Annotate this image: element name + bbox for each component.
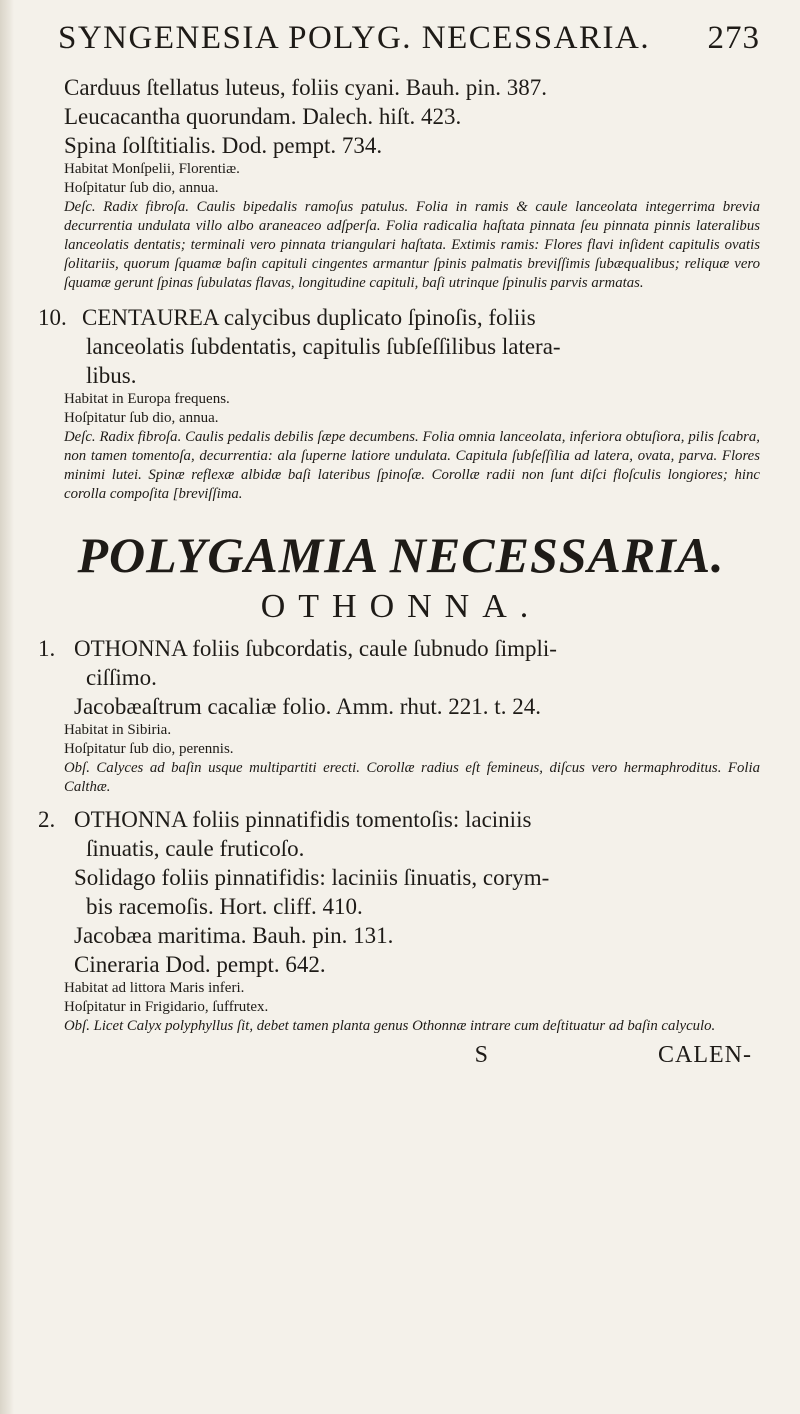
synonym-line: Spina ſolſtitialis. Dod. pempt. 734. [64,133,383,158]
page-number: 273 [707,20,760,56]
synonym-line: Jacobæa maritima. Bauh. pin. 131. [74,923,394,948]
entry-othonna-2 [38,805,760,1036]
entry-number: 2. [38,807,56,832]
description-paragraph: Deſc. Radix fibroſa. Caulis pedalis debilis ſæpe decumbens. Folia omnia lanceolata, inferiora obtuſiora, pilis ſcabra, non tamen tomentoſa, decurrentia: ala ſuperne latiore undulata. Capitula ſubſeſſilia ad latera, ovata, parva. Flores minimi lutei. Spinæ reflexæ albidæ baſi lateribus ſpinoſæ. Corollæ radii non ſunt diſci floſculis longiores; hinc corolla compoſita [breviſſima. [64,429,760,502]
synonym-line: Jacobæaſtrum cacaliæ folio. Amm. rhut. 221. t. 24. [74,694,541,719]
section-title: POLYGAMIA NECESSARIA. [77,527,725,583]
running-title: SYNGENESIA POLYG. NECESSARIA. [58,20,651,56]
synonym-line: bis racemoſis. Hort. cliff. 410. [86,894,363,919]
habitat-line: Habitat ad littora Maris inferi. [64,980,245,996]
genus-heading: OTHONNA. [260,588,542,625]
habitat-line: Habitat in Europa frequens. [64,391,230,407]
synonym-line: Carduus ſtellatus luteus, foliis cyani. Bauh. pin. 387. [64,75,547,100]
synonym-line: Cineraria Dod. pempt. 642. [74,952,326,977]
observation-paragraph: Obſ. Calyces ad baſin usque multipartiti erecti. Corollæ radius eſt femineus, diſcus vero hermaphroditus. Folia Calthæ. [64,760,760,795]
hospitatur-line: Hoſpitatur ſub dio, annua. [64,410,219,426]
hospitatur-line: Hoſpitatur ſub dio, annua. [64,180,219,196]
running-header [58,20,760,57]
habitat-line: Habitat in Sibiria. [64,722,172,738]
diagnosis-line: ſinuatis, caule fruticoſo. [86,836,305,861]
diagnosis-line: CENTAUREA calycibus duplicato ſpinoſis, foliis [82,305,536,330]
diagnosis-line: lanceolatis ſubdentatis, capitulis ſubſeſſilibus latera- [86,334,561,359]
page-footer [42,1042,760,1069]
signature-mark: S [474,1042,489,1068]
diagnosis-line: ciſſimo. [86,665,157,690]
entry-carduus [42,73,760,293]
diagnosis-line: libus. [86,363,137,388]
synonym-line: Leucacantha quorundam. Dalech. hiſt. 423. [64,104,462,129]
synonym-line: Solidago foliis pinnatifidis: laciniis ſinuatis, corym- [74,865,550,890]
catchword: CALEN- [658,1042,752,1068]
entry-number: 1. [38,636,56,661]
entry-othonna-1 [38,634,760,797]
diagnosis-line: OTHONNA foliis pinnatifidis tomentoſis: laciniis [74,807,532,832]
diagnosis-line: OTHONNA foliis ſubcordatis, caule ſubnudo ſimpli- [74,636,557,661]
page-gutter-shadow [0,0,14,1414]
entry-centaurea-10 [38,303,760,504]
description-paragraph: Deſc. Radix fibroſa. Caulis bipedalis ramoſus patulus. Folia in ramis & caule lanceolata integerrima brevia decurrentia undulata villo albo araneaceo adſperſa. Folia radicalia haſtata pinnata ſeu pinnata pinnis lateralibus lanceolatis dentatis; terminali vero pinnata triangulari haſtata. Extimis ramis: Flores flavi inſident capitulis ovatis ſolitariis, quorum ſquamæ baſin capituli cingentes armantur ſpinis palmatis breviſſimis ſubæqualibus; reliquæ vero ſquamæ gerunt ſpinas ſubulatas flavas, longitudine capituli, baſi utrinque ſpinulis parvis armatas. [64,199,760,291]
habitat-line: Habitat Monſpelii, Florentiæ. [64,161,240,177]
entry-number: 10. [38,305,67,330]
hospitatur-line: Hoſpitatur ſub dio, perennis. [64,741,234,757]
hospitatur-line: Hoſpitatur in Frigidario, ſuffrutex. [64,999,269,1015]
observation-paragraph: Obſ. Licet Calyx polyphyllus ſit, debet tamen planta genus Othonnæ intrare cum deſtituatur ad baſin calyculo. [64,1018,716,1034]
